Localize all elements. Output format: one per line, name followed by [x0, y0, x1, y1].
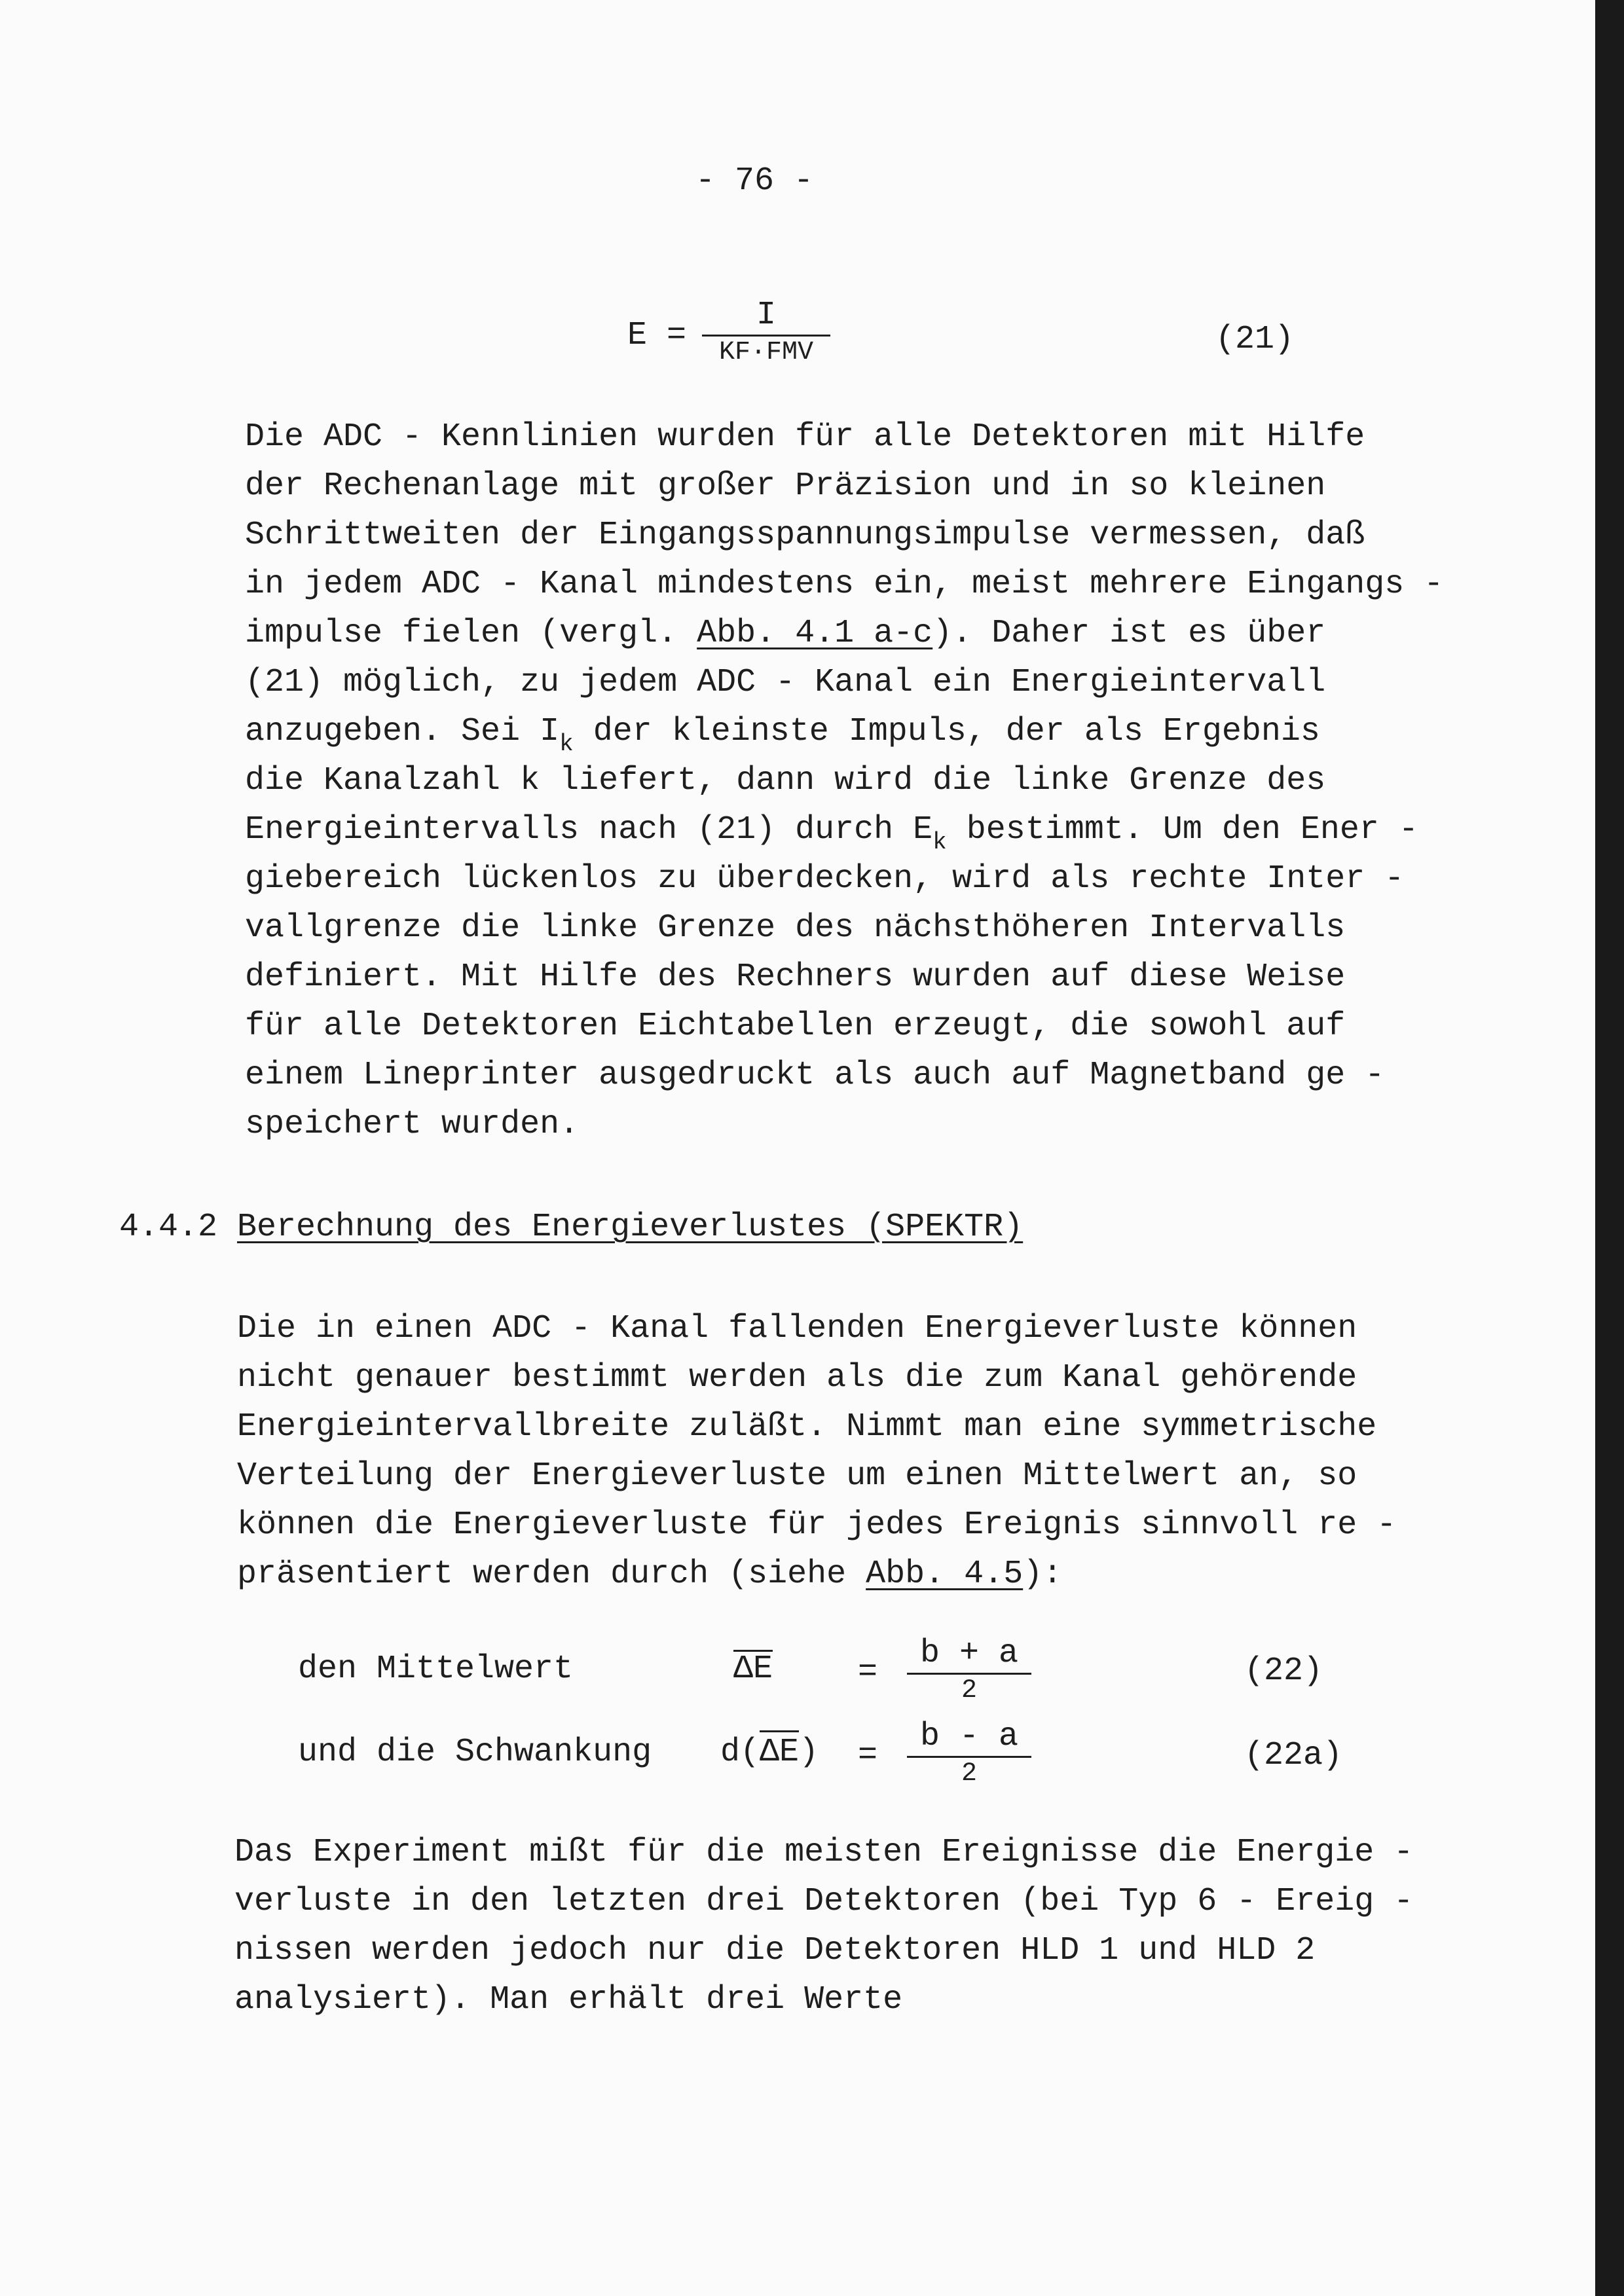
- eq22a-fraction: [907, 1720, 1031, 1788]
- eq22-fraction: [907, 1637, 1031, 1705]
- eq21-numerator: I: [756, 297, 776, 334]
- eq22-symbol: ΔE: [733, 1650, 773, 1688]
- eq22a-equals: =: [858, 1737, 878, 1774]
- figure-reference: Abb. 4.5: [866, 1556, 1024, 1593]
- para2-line: nicht genauer bestimmt werden als die zum Kanal gehörende: [237, 1359, 1357, 1396]
- para1-line: Energieintervalls nach (21) durch $E_k$ bestimmt. Um den Ener -: [245, 811, 1418, 856]
- para2-line: Verteilung der Energieverluste um einen Mittelwert an, so: [237, 1457, 1357, 1495]
- para3-line: verluste in den letzten drei Detektoren (bei Typ 6 - Ereig -: [234, 1883, 1414, 1920]
- section-title: Berechnung des Energieverlustes (SPEKTR): [237, 1209, 1024, 1246]
- para1-line: (21) möglich, zu jedem ADC - Kanal ein Energieintervall: [245, 664, 1326, 701]
- para2-line: können die Energieverluste für jedes Ereignis sinnvoll re -: [237, 1506, 1397, 1544]
- para1-line: die Kanalzahl k liefert, dann wird die linke Grenze des: [245, 762, 1326, 799]
- para3-line: analysiert). Man erhält drei Werte: [234, 1981, 903, 2018]
- eq22-denominator: 2: [961, 1675, 977, 1705]
- eq22-text: den Mittelwert: [298, 1650, 574, 1688]
- para1-line: anzugeben. Sei $I_k$ der kleinste Impuls, der als Ergebnis: [245, 713, 1320, 757]
- para2-line: Die in einen ADC - Kanal fallenden Energieverluste können: [237, 1310, 1357, 1347]
- para1-line: der Rechenanlage mit großer Präzision und in so kleinen: [245, 467, 1326, 505]
- eq22-equals: =: [858, 1654, 878, 1691]
- eq22a-text: und die Schwankung: [298, 1734, 652, 1771]
- para1-line: für alle Detektoren Eichtabellen erzeugt, die sowohl auf: [245, 1008, 1346, 1045]
- eq22a-label: (22a): [1244, 1737, 1343, 1774]
- para1-line: einem Lineprinter ausgedruckt als auch auf Magnetband ge -: [245, 1057, 1385, 1094]
- eq22a-fraction-bar: [907, 1756, 1031, 1758]
- para1-line: in jedem ADC - Kanal mindestens ein, meist mehrere Eingangs -: [245, 566, 1444, 603]
- para1-line: Schrittweiten der Eingangsspannungsimpulse vermessen, daß: [245, 517, 1365, 554]
- eq22a-symbol: ΔE: [760, 1730, 799, 1771]
- para1-line: vallgrenze die linke Grenze des nächsthöheren Intervalls: [245, 909, 1346, 947]
- eq21-fraction: [702, 299, 830, 367]
- para1-line: Die ADC - Kennlinien wurden für alle Detektoren mit Hilfe: [245, 418, 1365, 456]
- eq21-lhs: E =: [627, 317, 687, 354]
- page-number: - 76 -: [695, 162, 814, 200]
- eq22a-numerator: b - a: [919, 1718, 1019, 1755]
- subscript: k: [932, 829, 947, 856]
- eq21-denominator: KF·FMV: [718, 337, 814, 367]
- eq21-label: (21): [1215, 321, 1295, 358]
- eq22-label: (22): [1244, 1652, 1323, 1690]
- figure-reference: Abb. 4.1 a-c: [697, 615, 933, 652]
- para2-line: Energieintervallbreite zuläßt. Nimmt man eine symmetrische: [237, 1408, 1377, 1446]
- section-number: 4.4.2: [119, 1209, 218, 1246]
- para1-line: speichert wurden.: [245, 1106, 580, 1143]
- para3-line: Das Experiment mißt für die meisten Ereignisse die Energie -: [234, 1834, 1414, 1871]
- para1-line: definiert. Mit Hilfe des Rechners wurden auf diese Weise: [245, 958, 1346, 996]
- eq22a-denominator: 2: [961, 1758, 977, 1789]
- subscript: k: [559, 731, 574, 757]
- para1-line: impulse fielen (vergl. Abb. 4.1 a-c). Daher ist es über: [245, 615, 1326, 652]
- eq22-numerator: b + a: [919, 1635, 1019, 1672]
- para1-line: giebereich lückenlos zu überdecken, wird als rechte Inter -: [245, 860, 1405, 898]
- eq21-fraction-bar: [702, 335, 830, 337]
- para3-line: nissen werden jedoch nur die Detektoren HLD 1 und HLD 2: [234, 1932, 1316, 1969]
- eq22-fraction-bar: [907, 1673, 1031, 1675]
- para2-line: präsentiert werden durch (siehe Abb. 4.5):: [237, 1556, 1063, 1593]
- eq22a-expression: d(ΔE): [720, 1736, 819, 1769]
